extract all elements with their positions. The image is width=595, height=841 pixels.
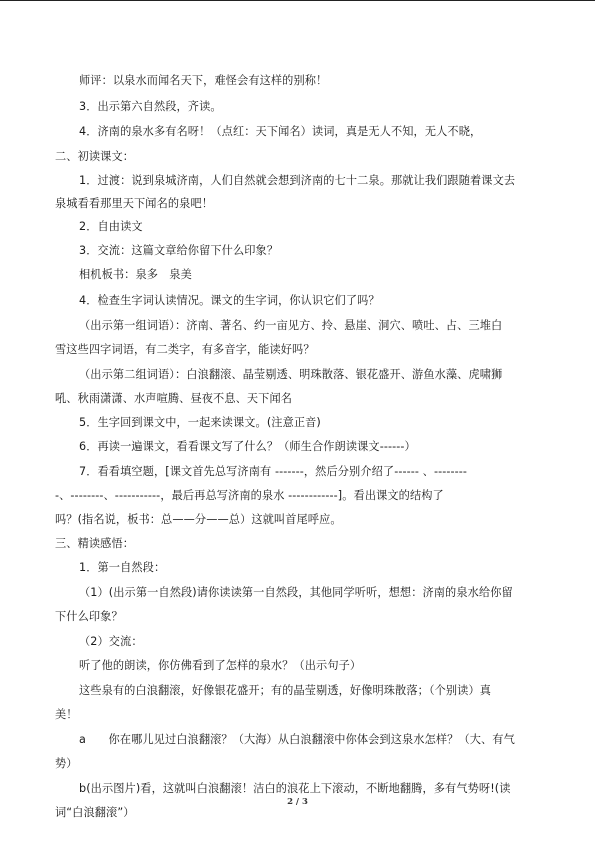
text-line-10: 4．检查生字词认读情况。课文的生字词，你认识它们了吗？ — [79, 294, 380, 307]
text-line-24: （2）交流： — [79, 635, 143, 648]
text-line-6: 泉城看看那里天下闻名的泉吧！ — [55, 197, 214, 210]
text-line-27: 美！ — [55, 708, 78, 721]
text-line-5: 1．过渡：说到泉城济南，人们自然就会想到济南的七十二泉。那就让我们跟随着课文去 — [79, 174, 516, 187]
text-line-17: 7．看看填空题，[课文首先总写济南有 -------，然后分别介绍了------ 、-------- — [79, 465, 468, 478]
text-line-23: 下什么印象？ — [55, 610, 123, 623]
text-line-11: （出示第一组词语）：济南、著名、约一亩见方、拎、悬崖、洞穴、喷吐、占、三堆白 — [79, 319, 503, 332]
text-line-7: 2．自由读文 — [79, 220, 143, 233]
text-line-21: 1．第一自然段： — [79, 561, 166, 574]
text-line-14: 吼、秋雨潇潇、水声喧腾、昼夜不息、天下闻名 — [55, 392, 293, 405]
text-line-8: 3．交流：这篇文章给你留下什么印象？ — [79, 244, 279, 257]
text-line-16: 6．再读一遍课文，看看课文写了什么？（师生合作朗读课文------） — [79, 440, 416, 453]
section-heading-3: 三、精读感悟： — [55, 537, 135, 550]
text-line-18: -、--------、-----------，最后再总写济南的泉水 ------------]。看出课文的结构了 — [55, 489, 444, 502]
text-line-22: （1）(出示第一自然段)请你读读第一自然段，其他同学听听，想想：济南的泉水给你留 — [79, 586, 513, 599]
text-line-28: a 你在哪儿见过白浪翻滚？（大海）从白浪翻滚中你体会到这泉水怎样？（大、有气 — [79, 733, 515, 746]
text-line-29: 势） — [55, 757, 78, 770]
text-line-12: 雪这些四字词语，有二类字，有多音字，能读好吗？ — [55, 343, 315, 356]
text-line-19: 吗？(指名说，板书：总——分——总）这就叫首尾呼应。 — [55, 513, 342, 526]
text-line-15: 5．生字回到课文中，一起来读课文。(注意正音) — [79, 416, 321, 429]
text-line-30: b(出示图片)看，这就叫白浪翻滚！洁白的浪花上下滚动，不断地翻腾，多有气势呀!(读 — [79, 782, 511, 795]
section-heading-2: 二、初读课文： — [55, 150, 135, 163]
text-line-3: 4．济南的泉水多有名呀！（点红：天下闻名）读词，真是无人不知，无人不晓， — [79, 125, 482, 138]
text-line-2: 3．出示第六自然段，齐读。 — [79, 100, 222, 113]
page-number: 2 / 3 — [287, 797, 308, 807]
text-line-25: 听了他的朗读，你仿佛看到了怎样的泉水？（出示句子） — [79, 659, 362, 672]
text-line-26: 这些泉有的白浪翻滚，好像银花盛开；有的晶莹剔透，好像明珠散落；（个别读）真 — [79, 684, 492, 697]
text-line-9: 相机板书：泉多 泉美 — [79, 268, 192, 281]
text-line-1: 师评：以泉水而闻名天下，难怪会有这样的别称！ — [79, 74, 328, 87]
text-line-31: 词“白浪翻滚”） — [55, 806, 135, 819]
text-line-13: （出示第二组词语）：白浪翻滚、晶莹剔透、明珠散落、银花盛开、游鱼水藻、虎啸狮 — [79, 368, 503, 381]
